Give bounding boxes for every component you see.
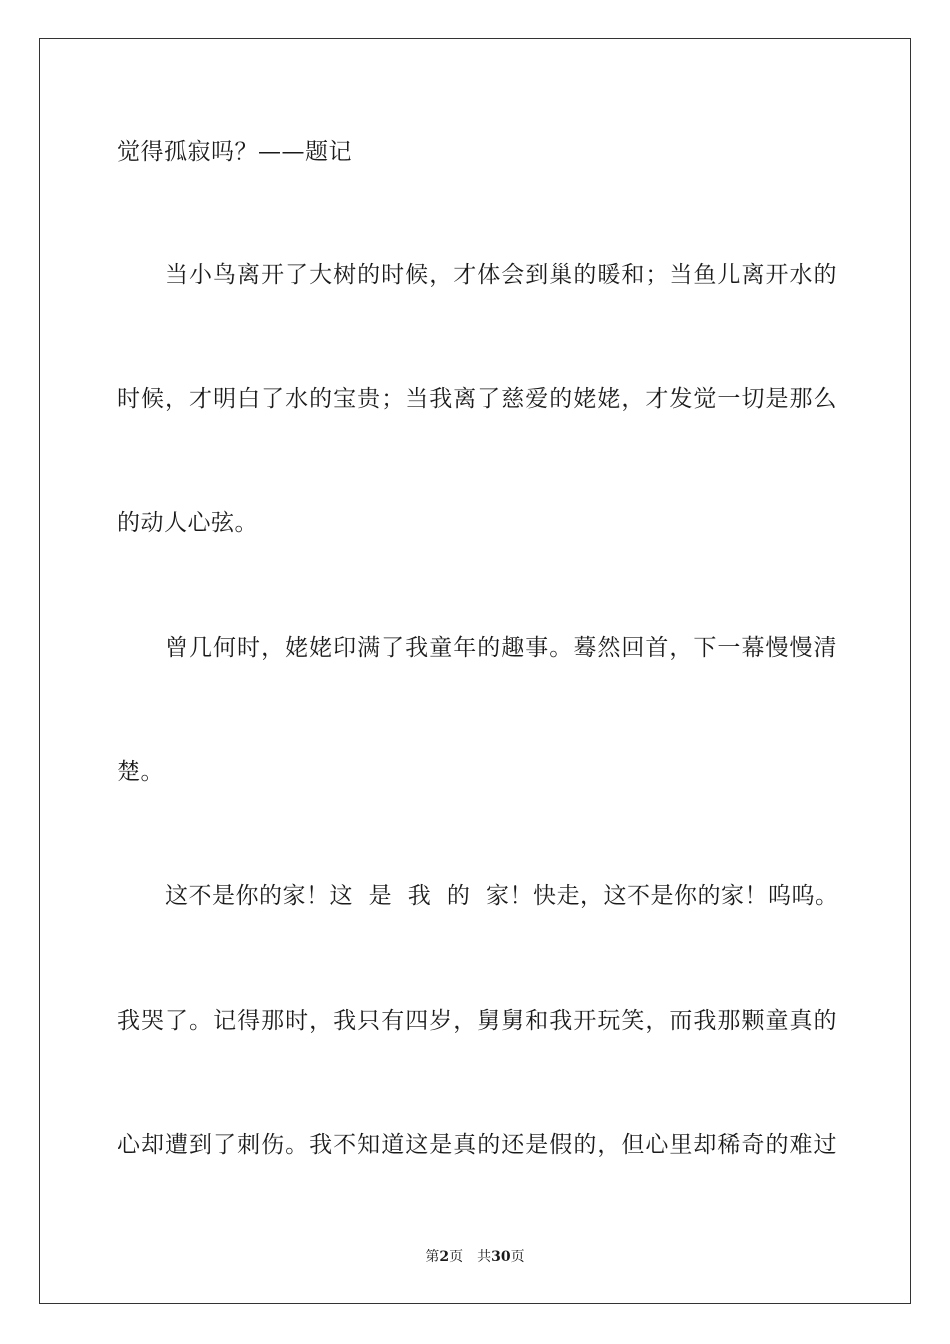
text-line-1: 觉得孤寂吗？——题记 (117, 139, 352, 165)
page-suffix: 页 (449, 1249, 464, 1265)
text-line-9: 心却遭到了刺伤。我不知道这是真的还是假的，但心里却稀奇的难过 (117, 1132, 837, 1158)
text-line-2: 当小鸟离开了大树的时候，才体会到巢的暖和；当鱼儿离开水的 (165, 262, 837, 288)
text-line-4: 的动人心弦。 (117, 510, 258, 536)
page-number: 2 (439, 1249, 450, 1265)
text-line-3: 时候，才明白了水的宝贵；当我离了慈爱的姥姥，才发觉一切是那么 (117, 386, 837, 412)
total-pages: 30 (491, 1249, 511, 1265)
total-prefix: 共 (477, 1249, 492, 1265)
page-frame (39, 38, 911, 1304)
total-suffix: 页 (510, 1249, 525, 1265)
text-line-6: 楚。 (117, 759, 164, 785)
text-line-7: 这不是你的家！这 是 我 的 家！快走，这不是你的家！呜呜。 (165, 883, 839, 909)
text-line-5: 曾几何时，姥姥印满了我童年的趣事。蓦然回首，下一幕慢慢清 (165, 635, 837, 661)
text-line-8: 我哭了。记得那时，我只有四岁，舅舅和我开玩笑，而我那颗童真的 (117, 1008, 837, 1034)
page-footer (0, 1248, 950, 1266)
page-prefix: 第 (425, 1249, 440, 1265)
